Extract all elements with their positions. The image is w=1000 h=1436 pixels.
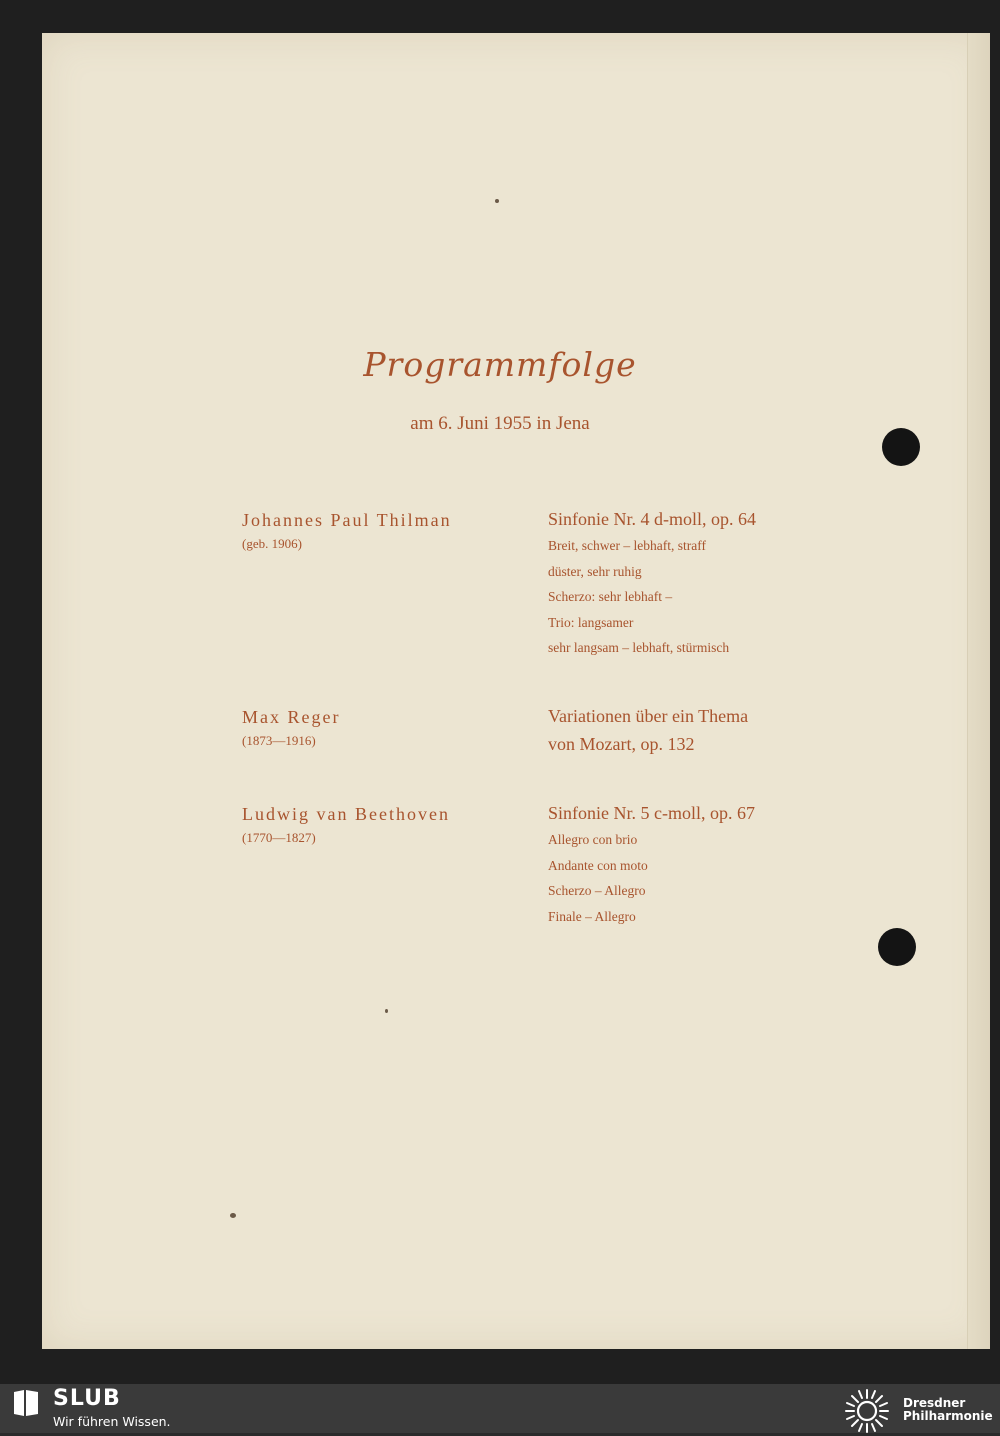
work-title-line: von Mozart, op. 132 (548, 734, 695, 754)
composer-name: Johannes Paul Thilman (242, 510, 452, 530)
composer-name: Ludwig van Beethoven (242, 804, 450, 824)
work-entry (548, 702, 828, 758)
movement: Scherzo: sehr lebhaft – (548, 589, 673, 604)
punch-hole-bottom (878, 928, 916, 966)
slub-book-icon[interactable] (12, 1388, 40, 1418)
program-heading: Programmfolge (363, 345, 637, 384)
slub-logo-text[interactable]: SLUB (53, 1386, 121, 1411)
paper-fold-edge (967, 33, 990, 1349)
philharmonie-logo-text[interactable] (903, 1397, 993, 1423)
composer-dates: (geb. 1906) (242, 536, 302, 551)
movement: Andante con moto (548, 857, 648, 873)
paper-speck (230, 1213, 236, 1218)
program-date: am 6. Juni 1955 in Jena (410, 413, 590, 434)
work-title: Sinfonie Nr. 4 d-moll, op. 64 (548, 509, 756, 529)
movement: Scherzo – Allegro (548, 883, 646, 898)
slub-tagline: Wir führen Wissen. (53, 1414, 171, 1429)
philharmonie-sun-icon[interactable] (842, 1386, 892, 1436)
partner-name-line1: Dresdner (903, 1396, 966, 1410)
composer-entry (242, 508, 452, 554)
work-title-line: Variationen über ein Thema (548, 706, 749, 726)
partner-name-line2: Philharmonie (903, 1409, 993, 1423)
work-entry (548, 799, 828, 929)
viewer-footer (0, 1384, 1000, 1433)
composer-name: Max Reger (242, 707, 341, 727)
movement: Allegro con brio (548, 832, 638, 847)
work-title: Sinfonie Nr. 5 c-moll, op. 67 (548, 803, 755, 823)
movement: Finale – Allegro (548, 908, 636, 924)
composer-entry (242, 802, 450, 848)
movement: Trio: langsamer (548, 614, 634, 630)
composer-dates: (1770—1827) (242, 830, 316, 845)
movement: Breit, schwer – lebhaft, straff (548, 538, 706, 553)
movement: düster, sehr ruhig (548, 563, 642, 579)
work-entry (548, 505, 828, 661)
composer-entry (242, 705, 340, 751)
composer-dates: (1873—1916) (242, 733, 316, 748)
paper-speck (495, 199, 499, 203)
program-page (42, 33, 990, 1349)
movement: sehr langsam – lebhaft, stürmisch (548, 640, 730, 655)
paper-speck (385, 1009, 388, 1013)
